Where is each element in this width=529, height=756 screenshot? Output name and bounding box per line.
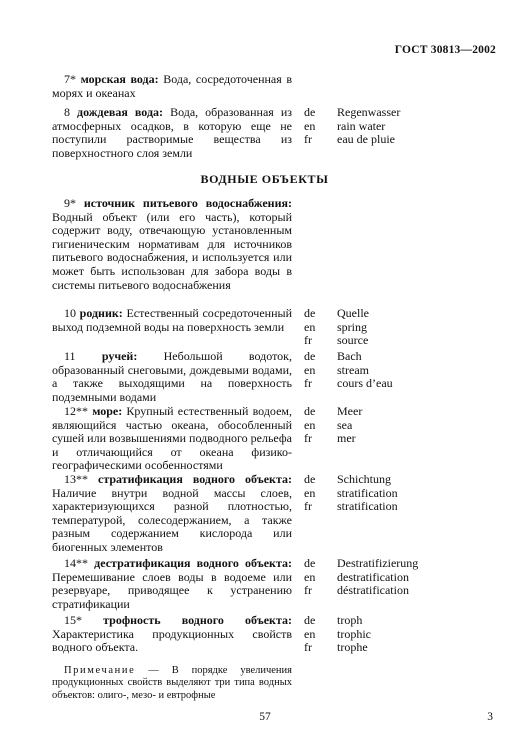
lang-term: cours d’eau <box>337 376 393 391</box>
term-definition: Крупный естественный водоем, являющийся частью океана, обособленный сушей или возвышениями подводного рельефа и отличающийся от океана физико-географическими особенностями <box>52 404 292 473</box>
definition-text <box>52 73 292 100</box>
term-number: 14** <box>64 556 88 570</box>
lang-term: Meer <box>337 404 363 418</box>
lang-term: trophic <box>337 626 371 641</box>
term-definition: Характеристика продукционных свойств водного объекта. <box>52 626 292 655</box>
lang-code: en <box>304 485 316 500</box>
lang-code: en <box>304 362 316 377</box>
lang-term: stratification <box>337 499 398 514</box>
translations <box>304 557 418 598</box>
definition-text <box>52 197 292 292</box>
lang-code: de <box>304 556 316 570</box>
term-entry-14 <box>52 557 507 611</box>
note-text: В порядке увеличения продукционных свойств выделяют три типа водных объектов: олиго-, мезо- и евтрофные <box>52 665 292 701</box>
translations <box>304 473 398 514</box>
term-name: трофность водного объекта: <box>103 613 292 627</box>
term-number: 9* <box>64 196 76 210</box>
definition-text <box>52 307 292 334</box>
term-entry-7 <box>52 73 507 100</box>
lang-code: fr <box>304 376 312 391</box>
definition-text <box>52 106 292 160</box>
lang-term: rain water <box>337 118 386 133</box>
lang-code: en <box>304 626 316 641</box>
term-number: 8 <box>64 105 70 119</box>
lang-code: fr <box>304 640 312 655</box>
term-entry-11 <box>52 350 507 404</box>
lang-term: sea <box>337 417 353 432</box>
term-entry-8 <box>52 106 507 160</box>
lang-code: fr <box>304 333 312 348</box>
term-entry-13 <box>52 473 507 555</box>
term-number: 13** <box>64 472 88 486</box>
term-name: стратификация водного объекта: <box>98 472 292 486</box>
lang-code: fr <box>304 132 312 147</box>
lang-term: Schichtung <box>337 472 391 486</box>
lang-code: de <box>304 404 316 418</box>
lang-code: en <box>304 118 316 133</box>
lang-code: en <box>304 319 316 334</box>
definition-text <box>52 405 292 473</box>
lang-code: de <box>304 105 316 119</box>
lang-code: en <box>304 569 316 584</box>
lang-code: fr <box>304 499 312 514</box>
translations <box>304 350 393 391</box>
page-number-center: 57 <box>259 711 271 723</box>
lang-term: trophe <box>337 640 368 655</box>
lang-term: Regenwasser <box>337 105 401 119</box>
term-name: ручей: <box>101 349 138 363</box>
translations <box>304 405 362 446</box>
definition-text <box>52 557 292 611</box>
term-name: дождевая вода: <box>77 105 164 119</box>
term-number: 15* <box>64 613 82 627</box>
lang-code: de <box>304 472 316 486</box>
term-name: море: <box>92 404 123 418</box>
term-entry-9 <box>52 197 507 292</box>
lang-term: Destratifizierung <box>337 556 419 570</box>
term-entry-12 <box>52 405 507 473</box>
lang-code: de <box>304 349 316 363</box>
term-entry-10 <box>52 306 507 348</box>
lang-code: en <box>304 417 316 432</box>
translations <box>304 106 400 147</box>
lang-term: source <box>337 333 369 348</box>
lang-term: spring <box>337 319 367 334</box>
lang-code: fr <box>304 431 312 446</box>
note-label: Примечание <box>64 665 136 676</box>
term-name: морская вода: <box>80 72 159 86</box>
definition-text <box>52 614 292 655</box>
section-title: ВОДНЫЕ ОБЪЕКТЫ <box>200 172 329 186</box>
note-dash: — <box>135 665 172 676</box>
lang-term: destratification <box>337 569 409 584</box>
term-name: источник питьевого водоснабжения: <box>83 196 292 210</box>
definition-text <box>52 473 292 555</box>
lang-term: Bach <box>337 349 362 363</box>
lang-term: eau de pluie <box>337 132 395 147</box>
term-definition: Водный объект (или его часть), который содержит воду, отвечающую установленным гигиеническим нормативам для источников питьевого водоснабжения, и используется или может быть использован для забора воды в системы питьевого водоснабжения <box>52 209 292 292</box>
lang-term: troph <box>337 613 363 627</box>
lang-code: de <box>304 306 316 320</box>
term-number: 10 <box>64 306 76 320</box>
term-definition: Вода, образованная из атмосферных осадков, в которую еще не поступили растворимые вещества из поверхностного слоя земли <box>52 105 292 160</box>
page-number-right: 3 <box>487 711 493 723</box>
term-definition: Вода, сосредоточенная в морях и океанах <box>52 72 293 100</box>
translations <box>304 307 369 348</box>
lang-code: fr <box>304 583 312 598</box>
term-name: родник: <box>79 306 123 320</box>
term-definition: Естественный сосредоточенный выход подземной воды на поверхность земли <box>52 306 292 334</box>
term-entry-15 <box>52 614 507 655</box>
term-definition: Перемешивание слоев воды в водоеме или резервуаре, приводящее к устранению стратификации <box>52 569 292 611</box>
definition-text <box>52 350 292 404</box>
lang-term: déstratification <box>337 583 409 598</box>
lang-term: stratification <box>337 485 398 500</box>
term-name: дестратификация водного объекта: <box>94 556 293 570</box>
lang-code: de <box>304 613 316 627</box>
term-number: 11 <box>64 349 76 363</box>
lang-term: Quelle <box>337 306 369 320</box>
note-block <box>52 665 292 702</box>
term-definition: Наличие внутри водной массы слоев, характеризующихся разной плотностью, температурой, солесодержанием, а также разным содержанием кислорода или биогенных элементов <box>52 485 292 554</box>
term-number: 12** <box>64 404 88 418</box>
translations <box>304 614 371 655</box>
lang-term: stream <box>337 362 369 377</box>
term-definition: Небольшой водоток, образованный снеговыми, дождевыми водами, а также выходящими на поверхность подземными водами <box>52 349 293 404</box>
term-number: 7* <box>64 72 76 86</box>
lang-term: mer <box>337 431 356 446</box>
standard-header: ГОСТ 30813—2002 <box>394 44 496 56</box>
